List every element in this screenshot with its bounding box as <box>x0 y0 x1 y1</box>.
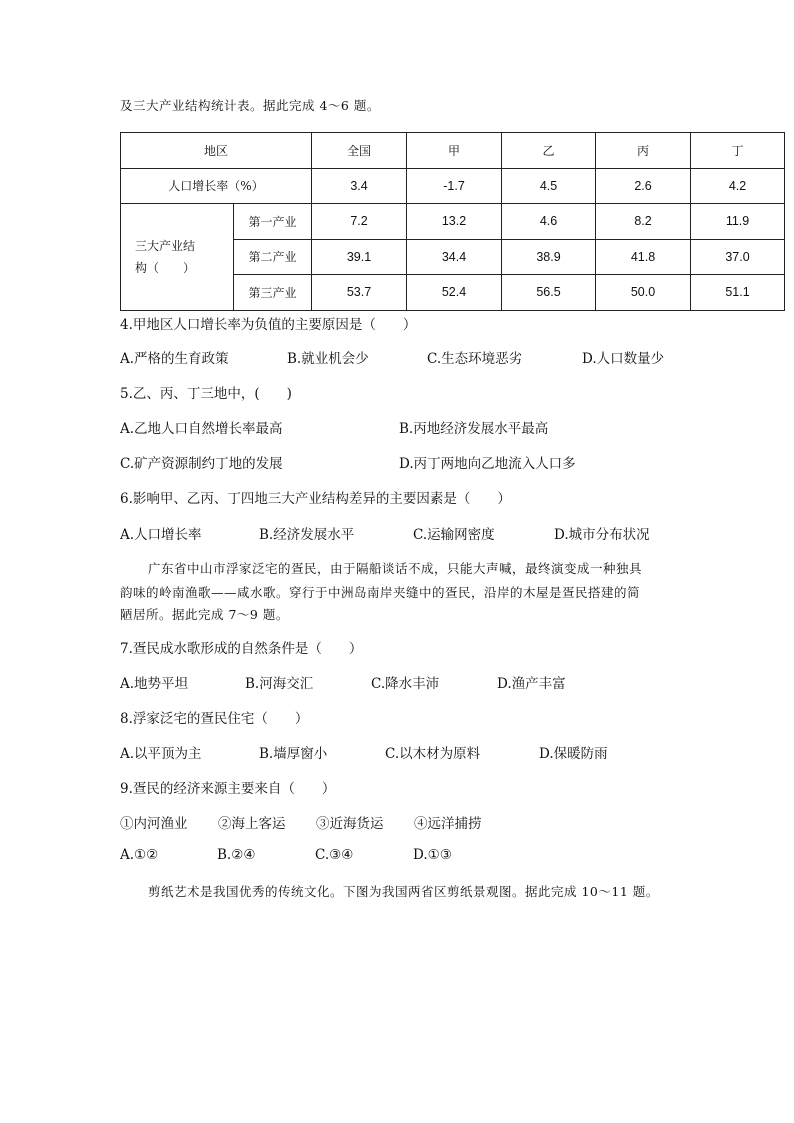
table-header-jia: 甲 <box>407 133 502 169</box>
table-header-national: 全国 <box>312 133 407 169</box>
table-row-growth <box>121 168 785 204</box>
q6-option-a: A.人口增长率 <box>120 527 202 543</box>
industry-structure-label-line2: 构（ ） <box>135 260 196 275</box>
q8-option-c: C.以木材为原料 <box>385 746 481 762</box>
row-label-primary: 第一产业 <box>234 204 312 240</box>
q4-option-a: A.严格的生育政策 <box>120 351 229 367</box>
question-9-stem: 9.疍民的经济来源主要来自（ ） <box>120 781 336 797</box>
question-5-stem: 5.乙、丙、丁三地中，( ) <box>120 386 292 402</box>
q5-option-b: B.丙地经济发展水平最高 <box>399 421 549 437</box>
question-6-stem: 6.影响甲、乙丙、丁四地三大产业结构差异的主要因素是（ ） <box>120 491 511 507</box>
q9-item-3: ③近海货运 <box>316 816 384 832</box>
table-cell: 38.9 <box>502 239 596 275</box>
table-cell: 34.4 <box>407 239 502 275</box>
q7-option-d: D.渔产丰富 <box>497 676 566 692</box>
table-cell: -1.7 <box>407 168 502 204</box>
table-cell: 50.0 <box>596 275 691 311</box>
table-cell: 51.1 <box>691 275 785 311</box>
q7-option-a: A.地势平坦 <box>120 676 189 692</box>
table-header-region: 地区 <box>121 133 312 169</box>
passage-line-2: 韵味的岭南渔歌——咸水歌。穿行于中洲岛南岸夹缝中的疍民，沿岸的木屋是疍民搭建的简 <box>120 585 641 600</box>
table-cell: 53.7 <box>312 275 407 311</box>
q6-option-b: B.经济发展水平 <box>259 527 355 543</box>
table-cell: 39.1 <box>312 239 407 275</box>
q9-option-d: D.①③ <box>413 847 452 863</box>
table-cell: 4.5 <box>502 168 596 204</box>
table-header-ding: 丁 <box>691 133 785 169</box>
table-cell: 52.4 <box>407 275 502 311</box>
row-label-tertiary: 第三产业 <box>234 275 312 311</box>
table-header-row <box>121 133 785 169</box>
q9-item-2: ②海上客运 <box>218 816 286 832</box>
intro-text-papercut: 剪纸艺术是我国优秀的传统文化。下图为我国两省区剪纸景观图。据此完成 10～11 题。 <box>148 884 659 899</box>
row-label-secondary: 第二产业 <box>234 239 312 275</box>
population-industry-table <box>120 132 785 311</box>
question-7-stem: 7.疍民成水歌形成的自然条件是（ ） <box>120 641 363 657</box>
passage-line-3: 陋居所。据此完成 7～9 题。 <box>120 607 289 622</box>
table-cell: 2.6 <box>596 168 691 204</box>
q9-item-1: ①内河渔业 <box>120 816 188 832</box>
q5-option-d: D.丙丁两地向乙地流入人口多 <box>399 456 576 472</box>
table-cell: 4.6 <box>502 204 596 240</box>
question-4-stem: 4.甲地区人口增长率为负值的主要原因是（ ） <box>120 317 417 333</box>
industry-structure-label-line1: 三大产业结 <box>135 238 196 253</box>
question-8-stem: 8.浮家泛宅的疍民住宅（ ） <box>120 711 309 727</box>
q9-option-c: C.③④ <box>315 847 354 863</box>
q9-option-a: A.①② <box>120 847 159 863</box>
table-cell: 3.4 <box>312 168 407 204</box>
q6-option-d: D.城市分布状况 <box>554 527 650 543</box>
q4-option-d: D.人口数量少 <box>582 351 665 367</box>
q7-option-b: B.河海交汇 <box>245 676 314 692</box>
table-cell: 11.9 <box>691 204 785 240</box>
q8-option-b: B.墙厚窗小 <box>259 746 328 762</box>
table-cell: 37.0 <box>691 239 785 275</box>
table-cell: 56.5 <box>502 275 596 311</box>
q8-option-a: A.以平顶为主 <box>120 746 202 762</box>
table-cell: 13.2 <box>407 204 502 240</box>
table-cell: 8.2 <box>596 204 691 240</box>
q7-option-c: C.降水丰沛 <box>371 676 440 692</box>
table-cell: 4.2 <box>691 168 785 204</box>
q4-option-c: C.生态环境恶劣 <box>427 351 523 367</box>
table-header-yi: 乙 <box>502 133 596 169</box>
table-cell: 41.8 <box>596 239 691 275</box>
q8-option-d: D.保暖防雨 <box>539 746 608 762</box>
table-cell: 7.2 <box>312 204 407 240</box>
intro-text: 及三大产业结构统计表。据此完成 4～6 题。 <box>120 98 380 113</box>
q9-option-b: B.②④ <box>217 847 256 863</box>
q9-item-4: ④远洋捕捞 <box>414 816 482 832</box>
table-row-primary <box>121 204 785 240</box>
industry-structure-label <box>121 204 234 311</box>
passage-line-1: 广东省中山市浮家泛宅的疍民，由于隔船谈话不成，只能大声喊，最终演变成一种独具 <box>148 561 643 576</box>
q5-option-a: A.乙地人口自然增长率最高 <box>120 421 283 437</box>
q4-option-b: B.就业机会少 <box>287 351 369 367</box>
q6-option-c: C.运输网密度 <box>413 527 495 543</box>
growth-rate-label: 人口增长率（%） <box>121 168 312 204</box>
table-header-bing: 丙 <box>596 133 691 169</box>
q5-option-c: C.矿产资源制约丁地的发展 <box>120 456 283 472</box>
